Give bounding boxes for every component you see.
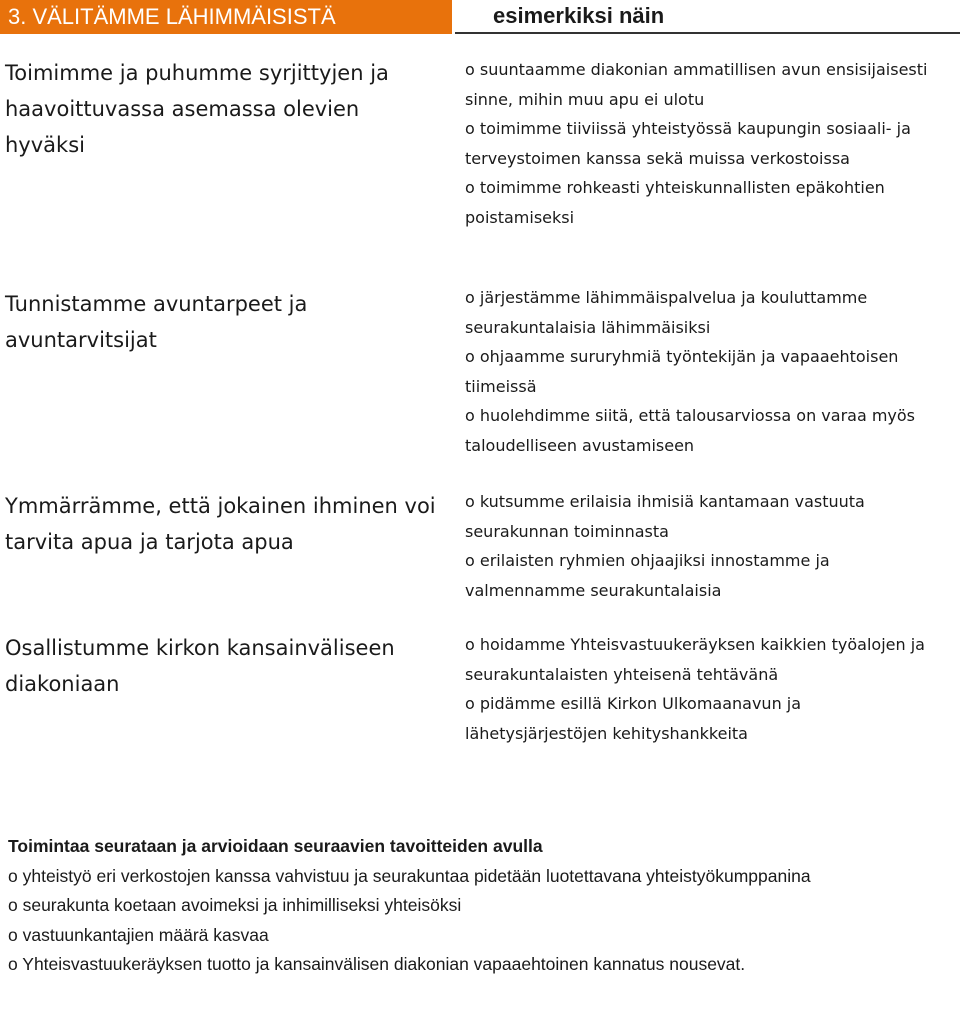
list-item: o ohjaamme sururyhmiä työntekijän ja vapaaehtoisen tiimeissä	[465, 347, 899, 396]
evaluation-section	[8, 832, 938, 980]
evaluation-title: Toimintaa seurataan ja arvioidaan seuraavien tavoitteiden avulla	[8, 836, 543, 856]
list-item: o Yhteisvastuukeräyksen tuotto ja kansainvälisen diakonian vapaaehtoinen kannatus nousevat.	[8, 954, 746, 974]
list-item: o seurakunta koetaan avoimeksi ja inhimilliseksi yhteisöksi	[8, 895, 462, 915]
list-item: o suuntaamme diakonian ammatillisen avun ensisijaisesti sinne, mihin muu apu ei ulotu	[465, 60, 928, 109]
list-item: o pidämme esillä Kirkon Ulkomaanavun ja lähetysjärjestöjen kehityshankkeita	[465, 694, 802, 743]
examples-1	[465, 55, 930, 232]
list-item: o huolehdimme siitä, että talousarviossa on varaa myös taloudelliseen avustamiseen	[465, 406, 916, 455]
list-item: o kutsumme erilaisia ihmisiä kantamaan vastuuta seurakunnan toiminnasta	[465, 492, 865, 541]
list-item: o erilaisten ryhmien ohjaajiksi innostamme ja valmennamme seurakuntalaisia	[465, 551, 830, 600]
list-item: o vastuunkantajien määrä kasvaa	[8, 924, 269, 945]
examples-3	[465, 487, 930, 605]
column-heading: esimerkiksi näin	[455, 0, 960, 34]
section-title: 3. VÄLITÄMME LÄHIMMÄISISTÄ	[0, 0, 452, 34]
list-item: o toimimme tiiviissä yhteistyössä kaupungin sosiaali- ja terveystoimen kanssa sekä muissa verkostoissa	[465, 119, 911, 168]
list-item: o hoidamme Yhteisvastuukeräyksen kaikkien työalojen ja seurakuntalaisten yhteisenä tehtävänä	[465, 635, 925, 684]
examples-4	[465, 630, 930, 748]
goal-1: Toimimme ja puhumme syrjittyjen ja haavoittuvassa asemassa olevien hyväksi	[5, 61, 389, 157]
goal-2: Tunnistamme avuntarpeet ja avuntarvitsijat	[5, 292, 308, 352]
list-item: o järjestämme lähimmäispalvelua ja kouluttamme seurakuntalaisia lähimmäisiksi	[465, 288, 868, 337]
goal-3: Ymmärrämme, että jokainen ihminen voi tarvita apua ja tarjota apua	[5, 494, 436, 554]
list-item: o yhteistyö eri verkostojen kanssa vahvistuu ja seurakuntaa pidetään luotettavana yhteistyökumppanina	[8, 865, 811, 886]
examples-2	[465, 283, 930, 460]
goal-4: Osallistumme kirkon kansainväliseen diakoniaan	[5, 636, 395, 696]
list-item: o toimimme rohkeasti yhteiskunnallisten epäkohtien poistamiseksi	[465, 178, 885, 227]
